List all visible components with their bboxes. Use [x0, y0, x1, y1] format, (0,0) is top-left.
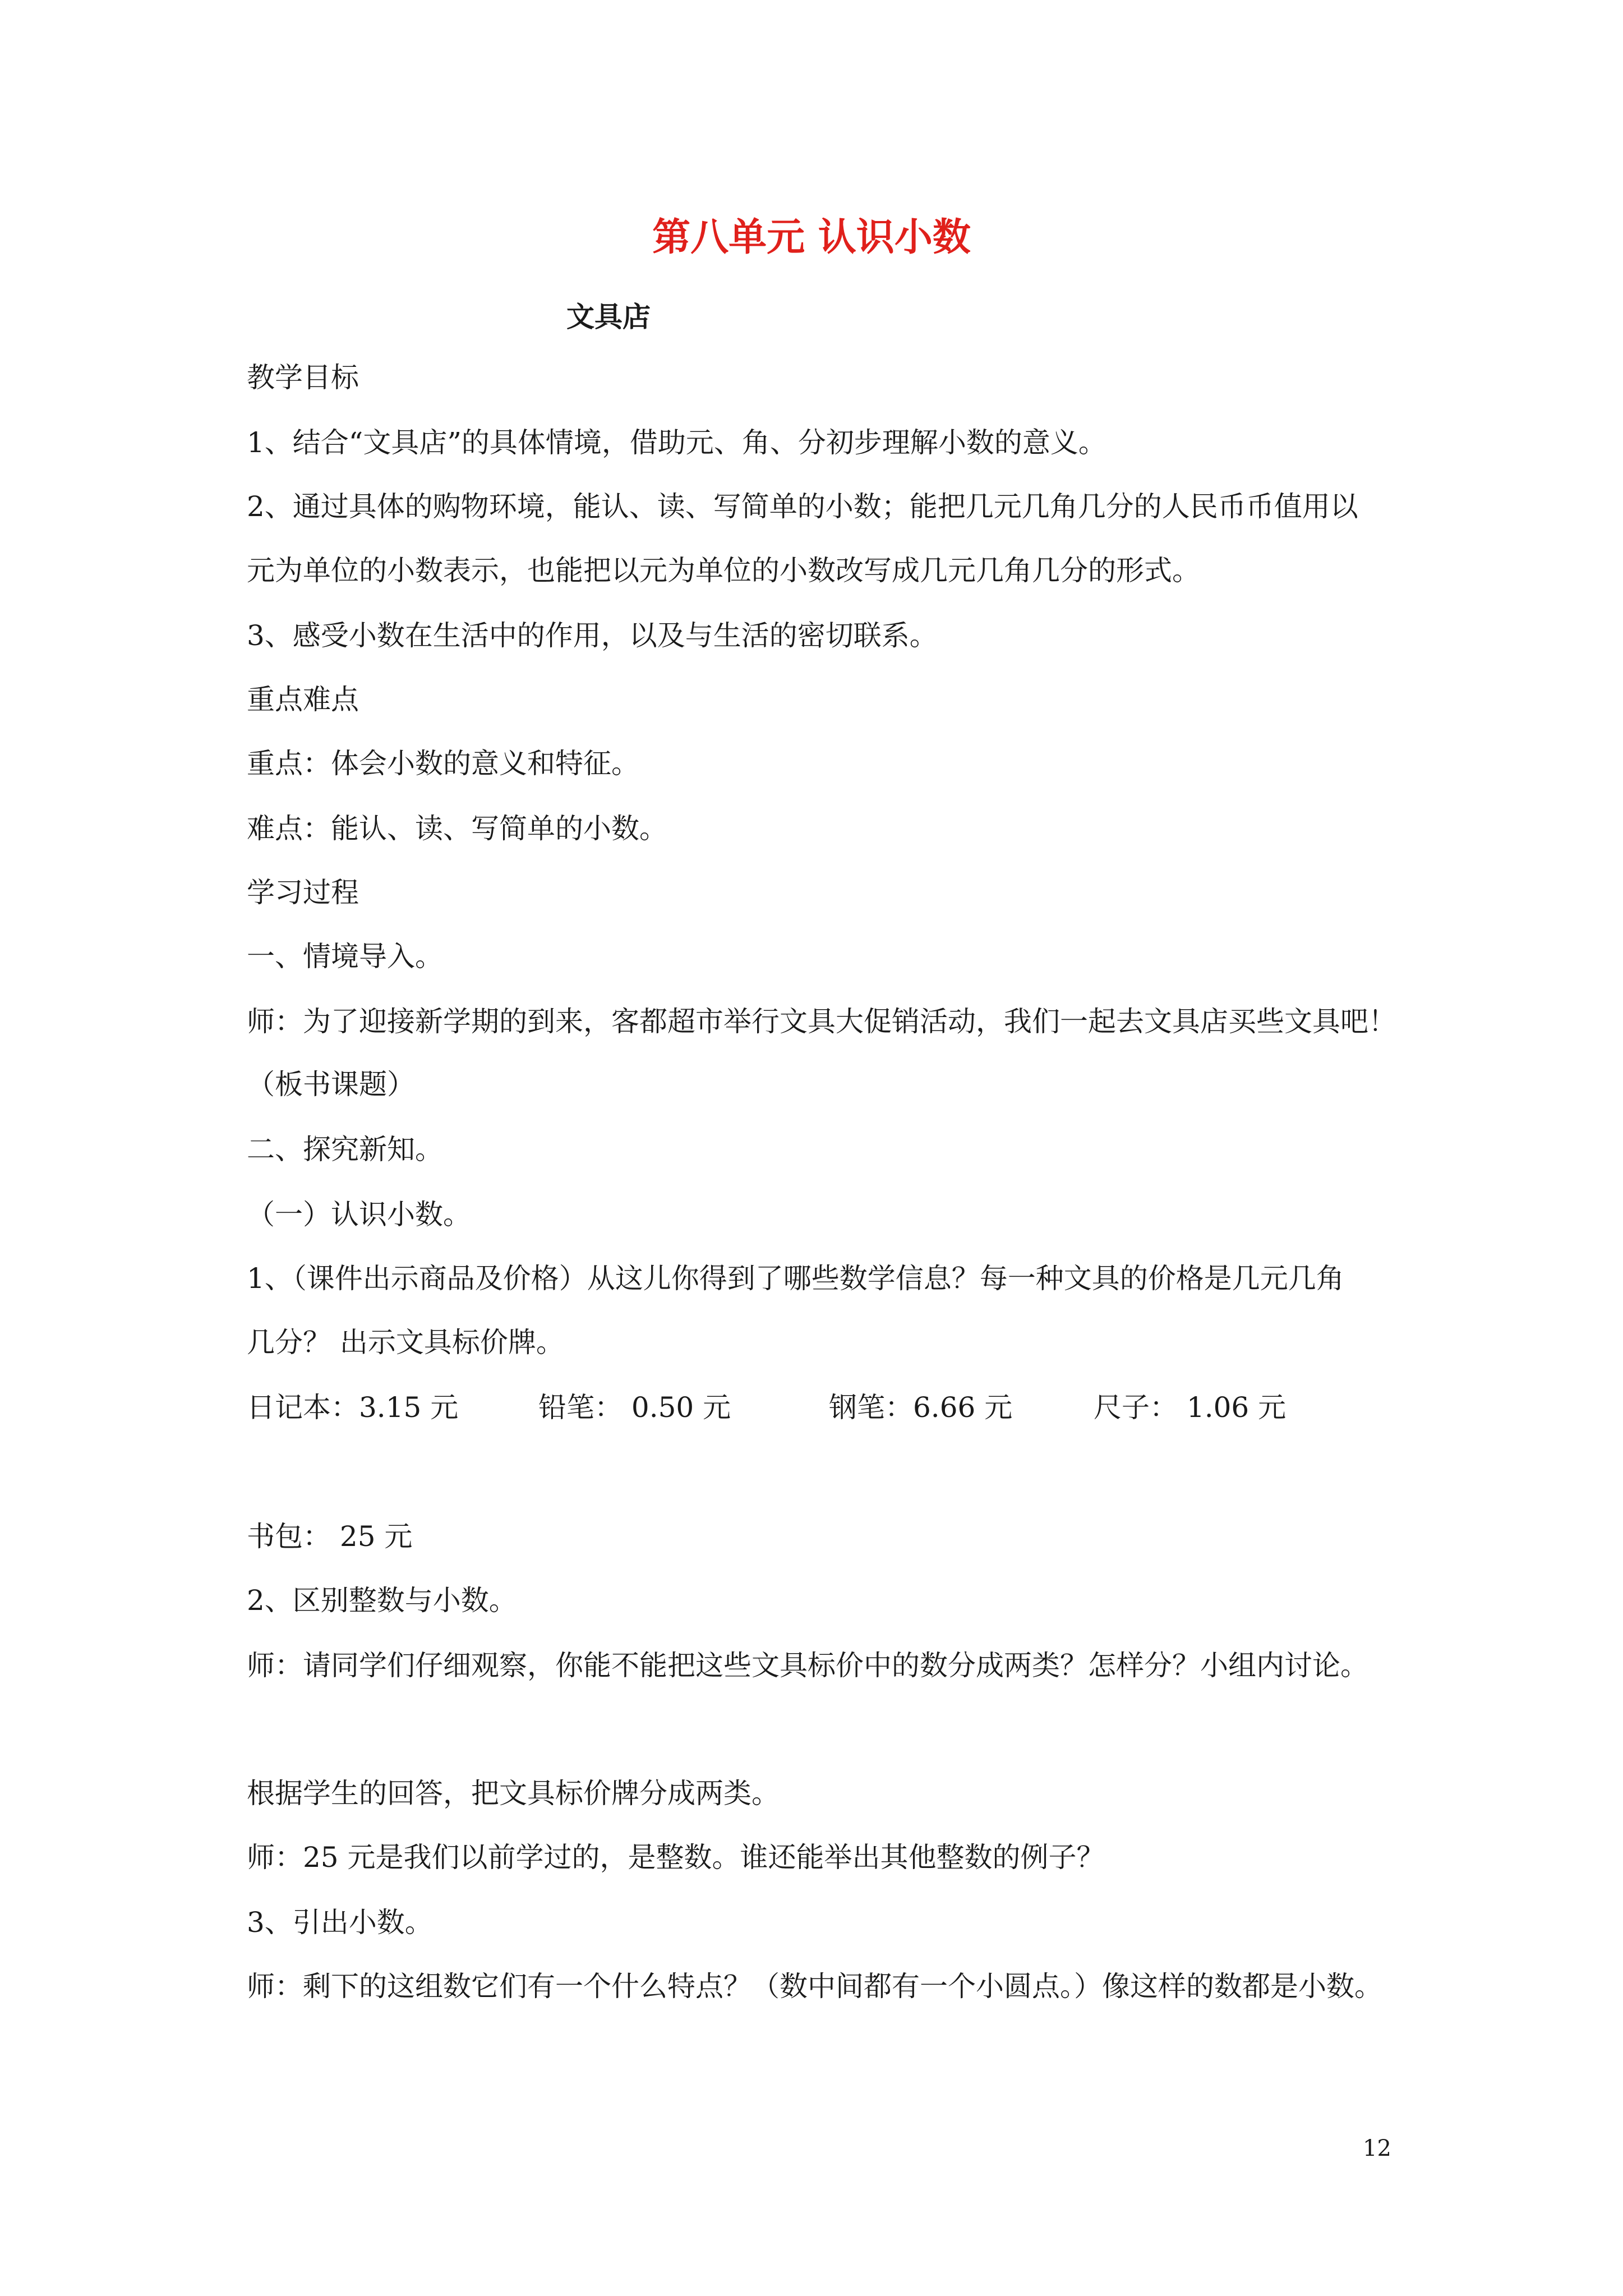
text-line: 学习过程 [247, 876, 359, 909]
text-line: 难点：能认、读、写简单的小数。 [247, 812, 667, 845]
price-item: 钢笔：6.66 元 [829, 1391, 1013, 1424]
text-line: 3、引出小数。 [247, 1906, 433, 1939]
text-line: 重点难点 [247, 683, 359, 716]
lesson-subtitle: 文具店 [566, 300, 651, 333]
price-item: 铅笔： 0.50 元 [538, 1391, 731, 1424]
price-item: 日记本：3.15 元 [247, 1391, 459, 1424]
text-line: 元为单位的小数表示，也能把以元为单位的小数改写成几元几角几分的形式。 [247, 554, 1200, 587]
text-line: 根据学生的回答，把文具标价牌分成两类。 [247, 1777, 780, 1810]
text-line: （一）认识小数。 [247, 1198, 471, 1231]
text-line: 师：25 元是我们以前学过的，是整数。谁还能举出其他整数的例子？ [247, 1841, 1105, 1874]
text-line: （板书课题） [247, 1068, 415, 1101]
text-line: 1、（课件出示商品及价格）从这儿你得到了哪些数学信息？每一种文具的价格是几元几角 [247, 1262, 1344, 1295]
price-item: 尺子： 1.06 元 [1094, 1391, 1287, 1424]
text-line: 2、区别整数与小数。 [247, 1584, 517, 1617]
price-item: 书包： 25 元 [247, 1520, 413, 1553]
text-line: 1、结合“文具店”的具体情境，借助元、角、分初步理解小数的意义。 [247, 426, 1106, 459]
page-number: 12 [1363, 2136, 1391, 2161]
text-line: 师：为了迎接新学期的到来，客都超市举行文具大促销活动，我们一起去文具店买些文具吧！ [247, 1005, 1396, 1038]
text-line: 3、感受小数在生活中的作用，以及与生活的密切联系。 [247, 619, 938, 652]
text-line: 教学目标 [247, 361, 359, 394]
text-line: 师：请同学们仔细观察，你能不能把这些文具标价中的数分成两类？怎样分？小组内讨论。 [247, 1649, 1368, 1682]
text-line: 几分？ 出示文具标价牌。 [247, 1326, 564, 1359]
text-line: 师：剩下的这组数它们有一个什么特点？（数中间都有一个小圆点。）像这样的数都是小数。 [247, 1970, 1382, 2003]
text-line: 一、情境导入。 [247, 940, 443, 973]
text-line: 重点：体会小数的意义和特征。 [247, 747, 639, 780]
text-line: 二、探究新知。 [247, 1133, 443, 1166]
page-title: 第八单元 认识小数 [652, 215, 971, 260]
text-line: 2、通过具体的购物环境，能认、读、写简单的小数；能把几元几角几分的人民币币值用以 [247, 490, 1358, 523]
